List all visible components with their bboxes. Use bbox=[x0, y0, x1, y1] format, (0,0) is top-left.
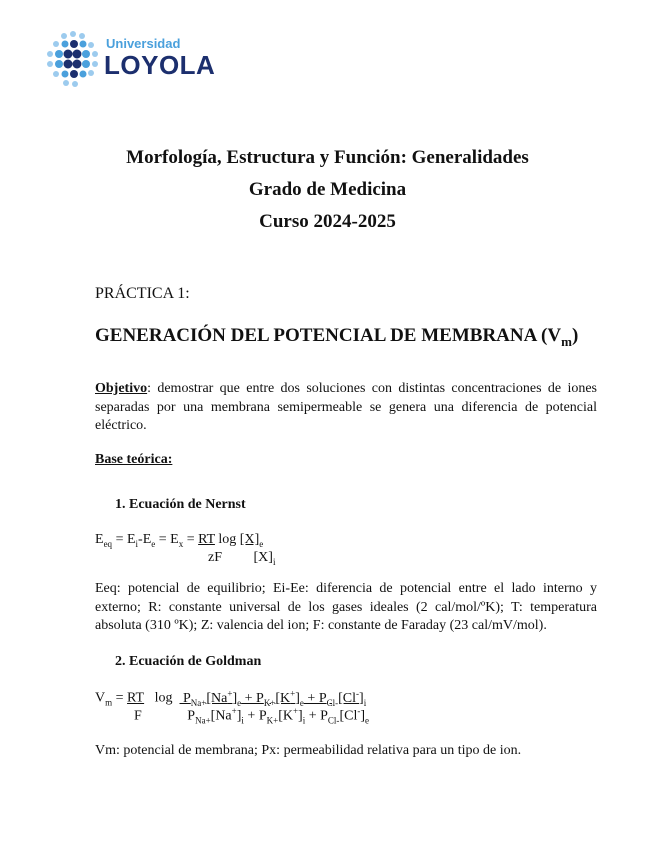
nernst-denominator: zF $[X]_i$ bbox=[208, 550, 276, 567]
nernst-title: 1. Ecuación de Nernst bbox=[115, 497, 246, 512]
university-logo bbox=[44, 28, 234, 90]
nernst-equation: $E_{eq} = E_i-E_e = E_x$ = RT $\log [X]_e$ bbox=[95, 532, 264, 549]
objective-text: : demostrar que entre dos soluciones con distintas concentraciones de iones separadas por una membrana semipermeable se genera una diferencia de potencial eléctrico. bbox=[95, 381, 597, 433]
logo-dots-icon bbox=[44, 28, 102, 90]
logo-big-text: LOYOLA bbox=[104, 50, 216, 80]
practice-number: PRÁCTICA 1: bbox=[95, 285, 190, 302]
goldman-equation: $V_m$ = RT $\log P_{Na+}[Na^+]_e + P_{K+}[K^+]_e + P_{Cl-}[Cl^-]_i$ bbox=[95, 688, 367, 708]
degree-title: Grado de Medicina bbox=[248, 179, 407, 200]
nernst-legend: Eeq: potencial de equilibrio; Ei-Ee: diferencia de potencial entre el lado interno y externo; R: constante universal de los gases ideales (2 cal/mol/ºK); T: temperatura absoluta (310 ºK); Z: valencia del ion; F: constante de Faraday (23 cal/mV/mol). bbox=[95, 581, 597, 633]
logo-small-text: Universidad bbox=[106, 36, 181, 51]
goldman-denominator: F $P_{Na+}[Na^+]_i + P_{K+}[K^+]_i + P_{Cl-}[Cl^-]_e$ bbox=[134, 706, 369, 726]
course-title: Morfología, Estructura y Función: Generalidades bbox=[126, 147, 529, 168]
practice-heading: GENERACIÓN DEL POTENCIAL DE MEMBRANA $(V_m)$ bbox=[95, 325, 579, 349]
theory-heading: Base teórica: bbox=[95, 452, 173, 467]
goldman-title: 2. Ecuación de Goldman bbox=[115, 654, 262, 669]
objective-paragraph bbox=[95, 380, 597, 436]
year-title: Curso 2024-2025 bbox=[259, 211, 396, 232]
goldman-legend: Vm: potencial de membrana; Px: permeabilidad relativa para un tipo de ion. bbox=[95, 743, 522, 758]
objective-label: Objetivo bbox=[95, 381, 148, 396]
